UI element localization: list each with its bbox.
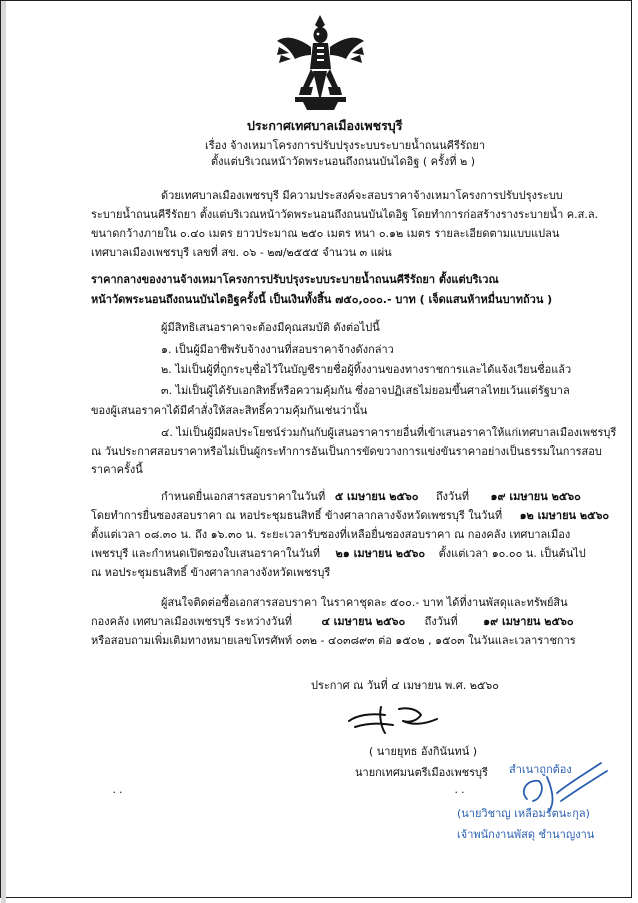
schedule-submit-start-date: ๕ เมษายน ๒๕๖๐ <box>334 490 419 503</box>
qualification-4: ๔. ไม่เป็นผู้มีผลประโยชน์ร่วมกันกับผู้เสนอราคารายอื่นที่เข้าเสนอราคาให้แก่เทศบาลเมืองเพชรบุรี <box>161 426 617 439</box>
schedule-open-label: เพชรบุรี และกำหนดเปิดซองใบเสนอราคาในวันที่ <box>91 547 321 560</box>
qualification-3-cont: ของผู้เสนอราคาได้มีคำสั่งให้สละสิทธิ์ความคุ้มกันเช่นว่านั้น <box>91 404 368 417</box>
para1-line-4: เทศบาลเมืองเพชรบุรี เลขที่ สข. ๐๖ - ๒๗/๒๕๕๕ จำนวน ๓ แผ่น <box>91 246 392 259</box>
qualification-3: ๓. ไม่เป็นผู้ได้รับเอกสิทธิ์หรือความคุ้มกัน ซึ่งอาจปฏิเสธไม่ยอมขึ้นศาลไทยเว้นแต่รัฐบาล <box>161 384 570 397</box>
para1-line-1: ด้วยเทศบาลเมืองเพชรบุรี มีความประสงค์จะสอบราคาจ้างเหมาโครงการปรับปรุงระบบ <box>161 189 563 202</box>
schedule-submit-end-date: ๑๙ เมษายน ๒๕๖๐ <box>490 490 581 503</box>
qualification-4-end: ราคาครั้งนี้ <box>91 463 143 476</box>
purchase-until-label: ถึงวันที่ <box>424 615 458 628</box>
schedule-line-5: ณ หอประชุมธนสิทธิ์ ข้างศาลากลางจังหวัดเพชรบุรี <box>91 566 331 579</box>
purchase-line-3: หรือสอบถามเพิ่มเติมทางหมายเลขโทรศัพท์ ๐๓๒ - ๔๐๓๘๙๓ ต่อ ๑๕๐๒ , ๑๕๐๓ ในวันและเวลาราชการ <box>91 634 576 647</box>
qualification-2: ๒. ไม่เป็นผู้ที่ถูกระบุชื่อไว้ในบัญชีรายชื่อผู้ทิ้งงานของทางราชการและได้แจ้งเวียนชื่อแล้ว <box>161 363 572 376</box>
price-line-1: ราคากลางของงานจ้างเหมาโครงการปรับปรุงระบบระบายน้ำถนนคีรีรัถยา ตั้งแต่บริเวณ <box>91 273 499 286</box>
signer-title: นายกเทศมนตรีเมืองเพชรบุรี <box>355 766 488 779</box>
schedule-open-date: ๒๑ เมษายน ๒๕๖๐ <box>335 547 426 560</box>
scan-edge <box>1 1 6 903</box>
schedule-line-4 <box>91 547 586 561</box>
schedule-line-3: ตั้งแต่เวลา ๐๘.๓๐ น. ถึง ๑๖.๓๐ น. ระยะเวลารับซองที่เหลือยื่นซองสอบราคา ณ กองคลัง เทศบาลเมือง <box>91 528 571 541</box>
schedule-line-1 <box>161 490 581 504</box>
certifier-name: (นายวิชาญ เหลือมรัตนะกุล) <box>457 807 590 820</box>
purchase-end-date: ๑๙ เมษายน ๒๕๖๐ <box>483 615 574 628</box>
scan-mark-right: ˙˙ <box>453 791 466 806</box>
scan-mark-left: ˙˙ <box>111 791 124 806</box>
subject-line: เรื่อง จ้างเหมาโครงการปรับปรุงระบบระบายน้ำถนนคีรีรัถยา <box>205 139 486 152</box>
mayor-signature <box>341 701 451 739</box>
certifier-title: เจ้าพนักงานพัสดุ ชำนาญงาน <box>457 828 595 841</box>
para1-line-3: ขนาดกว้างภายใน ๐.๔๐ เมตร ยาวประมาณ ๒๕๐ เมตร หนา ๐.๑๒ เมตร รายละเอียดตามแบบแปลน <box>91 227 560 240</box>
schedule-venue-label: โดยทำการยื่นซองสอบราคา ณ หอประชุมธนสิทธิ์ ข้างศาลากลางจังหวัดเพชรบุรี ในวันที่ <box>91 509 503 522</box>
schedule-submit-label: กำหนดยื่นเอกสารสอบราคาในวันที่ <box>161 490 326 503</box>
qualification-1: ๑. เป็นผู้มีอาชีพรับจ้างงานที่สอบราคาจ้างดังกล่าว <box>161 343 394 356</box>
price-line-2: หน้าวัดพระนอนถึงถนนบันไดอิฐครั้งนี้ เป็นเงินทั้งสิ้น ๗๕๐,๐๐๐.- บาท ( เจ็ดแสนห้าหมื่นบาทถ้วน ) <box>91 293 553 306</box>
schedule-venue-date: ๑๒ เมษายน ๒๕๖๐ <box>519 509 610 522</box>
certified-copy-stamp: สำเนาถูกต้อง <box>509 763 572 776</box>
purchase-start-date: ๔ เมษายน ๒๕๖๐ <box>321 615 406 628</box>
qualification-intro: ผู้มีสิทธิเสนอราคาจะต้องมีคุณสมบัติ ดังต่อไปนี้ <box>161 321 380 334</box>
purchase-period-label: กองคลัง เทศบาลเมืองเพชรบุรี ระหว่างวันที่ <box>91 615 292 628</box>
subject-line-2: ตั้งแต่บริเวณหน้าวัดพระนอนถึงถนนบันไดอิฐ ( ครั้งที่ ๒ ) <box>211 155 476 168</box>
para1-line-2: ระบายน้ำถนนคีรีรัถยา ตั้งแต่บริเวณหน้าวัดพระนอนถึงถนนบันไดอิฐ โดยทำการก่อสร้างรางระบายน้ำ ค.ส.ล. <box>91 208 599 221</box>
signer-name: ( นายยุทธ อังกินันทน์ ) <box>369 745 478 758</box>
purchase-line-2 <box>91 615 574 629</box>
schedule-line-2 <box>91 509 609 523</box>
document-title: ประกาศเทศบาลเมืองเพชรบุรี <box>247 118 403 133</box>
announcement-date: ประกาศ ณ วันที่ ๔ เมษายน พ.ศ. ๒๕๖๐ <box>311 679 499 692</box>
garuda-emblem-icon <box>273 11 368 111</box>
qualification-4-cont: ณ วันประกาศสอบราคาหรือไม่เป็นผู้กระทำการอันเป็นการขัดขวางการแข่งขันราคาอย่างเป็นธรรมในการสอบ <box>91 445 602 458</box>
schedule-open-time: ตั้งแต่เวลา ๑๐.๐๐ น. เป็นต้นไป <box>438 547 586 560</box>
schedule-until-label: ถึงวันที่ <box>435 490 469 503</box>
purchase-line-1: ผู้สนใจติดต่อซื้อเอกสารสอบราคา ในราคาชุดละ ๕๐๐.- บาท ได้ที่งานพัสดุและทรัพย์สิน <box>161 596 568 609</box>
